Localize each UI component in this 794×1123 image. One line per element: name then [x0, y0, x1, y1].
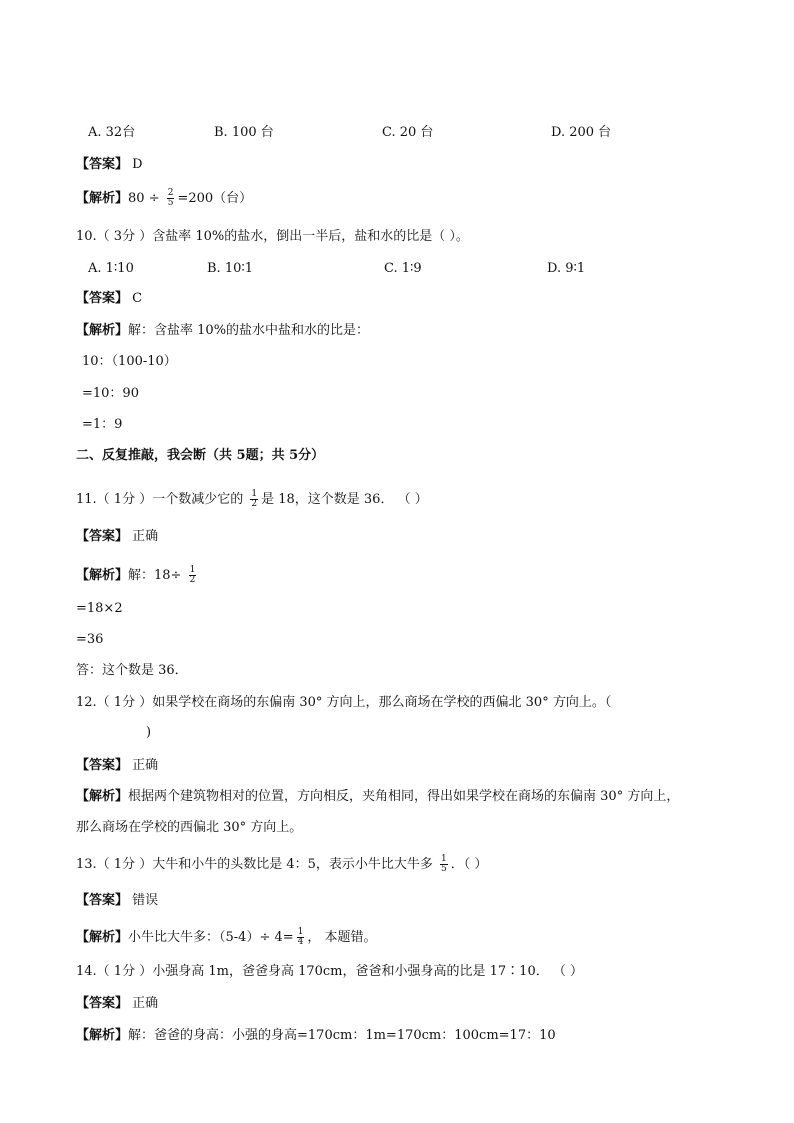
answer-tag: 【答案】 [76, 893, 129, 908]
q10-analysis-line [76, 322, 369, 340]
q12-analysis-l1: 根据两个建筑物相对的位置，方向相反，夹角相同，得出如果学校在商场的东偏南 30° 方向上， [128, 789, 680, 804]
q10-step-3: =1：9 [82, 417, 123, 432]
q11-stem-post: 是 18，这个数是 36． （ ） [261, 492, 428, 507]
analysis-tag: 【解析】 [76, 930, 129, 945]
q12-analysis-line-2: 那么商场在学校的西偏北 30° 方向上。 [76, 820, 303, 835]
fraction-numerator: 2 [167, 188, 174, 198]
q9-analysis-post: =200（台） [177, 191, 253, 206]
q9-answer: D [132, 157, 143, 172]
q13-stem-pre: 13.（ 1分 ）大牛和小牛的头数比是 4：5，表示小牛比大牛多 [76, 857, 433, 872]
q10-option-c: C. 1∶9 [384, 261, 422, 276]
analysis-tag: 【解析】 [76, 568, 129, 583]
q10-answer: C [132, 291, 143, 306]
fraction-denominator: 5 [167, 198, 174, 208]
analysis-tag: 【解析】 [76, 1028, 129, 1043]
q11-conclusion: 答：这个数是 36． [76, 663, 188, 678]
answer-tag: 【答案】 [76, 996, 129, 1011]
fraction [250, 490, 258, 509]
fraction-denominator: 2 [251, 499, 258, 509]
fraction [440, 855, 448, 874]
answer-tag: 【答案】 [76, 529, 129, 544]
q14-analysis: 解：爸爸的身高：小强的身高=170cm：1m=170cm：100cm=17：10 [128, 1028, 556, 1043]
q10-option-b: B. 10∶1 [207, 261, 254, 276]
q9-option-a: A. 32台 [88, 125, 136, 140]
analysis-tag: 【解析】 [76, 323, 129, 338]
fraction-denominator: 5 [441, 864, 447, 874]
fraction-numerator: 1 [189, 565, 196, 575]
fraction [167, 189, 175, 208]
fraction-numerator: 1 [297, 927, 304, 937]
q12-answer-line [76, 757, 158, 775]
fraction-denominator: 4 [297, 937, 304, 947]
answer-tag: 【答案】 [76, 291, 129, 306]
q12-stem: 12.（ 1分 ）如果学校在商场的东偏南 30° 方向上，那么商场在学校的西偏北 30° 方向上。（ [76, 695, 612, 710]
q13-answer-line [76, 892, 158, 910]
q9-option-c: C. 20 台 [382, 125, 434, 140]
fraction-denominator: 2 [189, 575, 196, 585]
q13-answer: 错误 [132, 893, 159, 908]
q13-stem-post: ．（ ） [450, 857, 488, 872]
q14-analysis-line [76, 1027, 556, 1045]
q11-answer-line [76, 528, 158, 546]
analysis-tag: 【解析】 [76, 789, 129, 804]
q9-option-d: D. 200 台 [551, 125, 612, 140]
q11-analysis-pre: 解：18÷ [128, 568, 182, 583]
q10-answer-line [76, 290, 142, 308]
q14-stem: 14.（ 1分 ）小强身高 1m，爸爸身高 170cm，爸爸和小强身高的比是 17∶10． （ ） [76, 964, 583, 979]
q13-analysis-pre: 小牛比大牛多：（5-4）÷ 4= [128, 930, 294, 945]
fraction-numerator: 1 [251, 489, 258, 499]
q10-stem: 10.（ 3分 ）含盐率 10%的盐水，倒出一半后，盐和水的比是（ ）。 [76, 229, 469, 244]
q11-step-1: =18×2 [76, 601, 123, 616]
q14-answer: 正确 [132, 996, 159, 1011]
q12-stem-cont: ) [146, 725, 152, 740]
q11-answer: 正确 [132, 529, 159, 544]
q10-step-1: 10：（100-10） [82, 354, 177, 369]
q11-stem-pre: 11.（ 1分 ）一个数减少它的 [76, 492, 244, 507]
q9-analysis-pre: 80 ÷ [128, 191, 160, 206]
q10-analysis: 解：含盐率 10%的盐水中盐和水的比是： [128, 323, 370, 338]
analysis-tag: 【解析】 [76, 191, 129, 206]
answer-tag: 【答案】 [76, 758, 129, 773]
q14-answer-line [76, 995, 158, 1013]
fraction [297, 928, 305, 947]
q13-stem [76, 855, 487, 874]
q11-step-2: =36 [76, 632, 104, 647]
q11-stem [76, 490, 428, 509]
q9-analysis-line [76, 189, 252, 208]
answer-tag: 【答案】 [76, 157, 129, 172]
q10-option-d: D. 9∶1 [547, 261, 586, 276]
q9-answer-line [76, 156, 143, 174]
fraction-numerator: 1 [441, 854, 447, 864]
q11-analysis-line [76, 566, 199, 585]
q9-option-b: B. 100 台 [214, 125, 274, 140]
q13-analysis-post: ， 本题错。 [307, 930, 377, 945]
section-heading: 二、反复推敲，我会断（共 5题；共 5分） [76, 448, 325, 463]
q13-analysis-line [76, 928, 377, 947]
q12-analysis-line-1 [76, 788, 679, 806]
q10-step-2: =10：90 [82, 386, 139, 401]
fraction [189, 566, 197, 585]
q12-answer: 正确 [132, 758, 159, 773]
q10-option-a: A. 1∶10 [88, 261, 134, 276]
